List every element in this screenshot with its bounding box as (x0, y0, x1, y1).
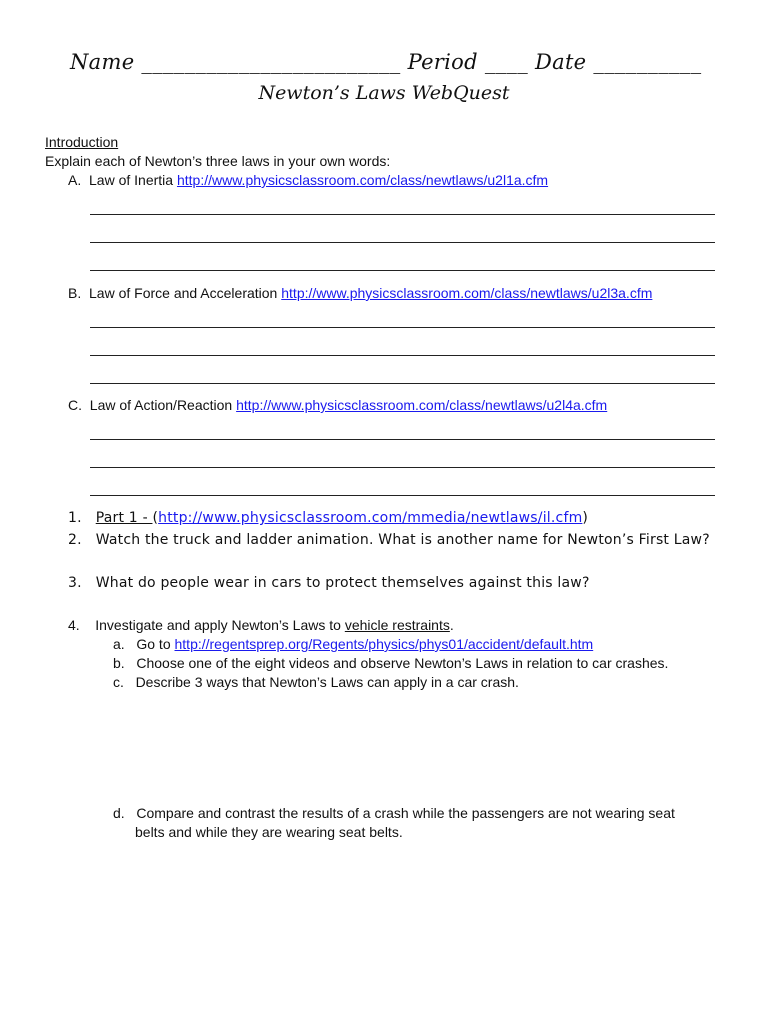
question-4a-marker: a. (113, 636, 125, 652)
question-3-marker: 3. (68, 575, 82, 591)
answer-line[interactable] (90, 495, 715, 496)
question-4b (113, 655, 668, 671)
answer-line[interactable] (90, 270, 715, 271)
answer-line[interactable] (90, 242, 715, 243)
question-4d-marker: d. (113, 805, 125, 821)
question-4d-continued: belts and while they are wearing seat belts. (135, 824, 403, 840)
part-1-link[interactable]: http://www.physicsclassroom.com/mmedia/newtlaws/il.cfm (158, 510, 583, 526)
question-4b-text: Choose one of the eight videos and observe Newton’s Laws in relation to car crashes. (136, 655, 669, 671)
question-4c (113, 674, 519, 690)
introduction-heading: Introduction (45, 134, 119, 150)
question-3 (68, 575, 590, 591)
question-4a-prefix: Go to (136, 636, 175, 652)
question-4d-line1: Compare and contrast the results of a crash while the passengers are not wearing seat (136, 805, 675, 821)
question-4 (68, 617, 454, 633)
question-4a (113, 636, 593, 652)
law-c-label: Law of Action/Reaction (89, 397, 233, 413)
answer-line[interactable] (90, 327, 715, 328)
answer-line[interactable] (90, 439, 715, 440)
law-a-item (68, 172, 548, 188)
name-period-date-line: Name ________________________ Period ____ Date __________ (70, 50, 702, 74)
law-b-link[interactable]: http://www.physicsclassroom.com/class/newtlaws/u2l3a.cfm (281, 285, 653, 301)
question-1-marker: 1. (68, 510, 82, 526)
answer-line[interactable] (90, 214, 715, 215)
question-2-marker: 2. (68, 532, 82, 548)
law-c-marker: C. (68, 397, 82, 413)
law-b-label: Law of Force and Acceleration (89, 285, 278, 301)
law-a-marker: A. (68, 172, 82, 188)
law-a-link[interactable]: http://www.physicsclassroom.com/class/newtlaws/u2l1a.cfm (176, 172, 549, 188)
question-4-prefix: Investigate and apply Newton’s Laws to (95, 617, 345, 633)
law-c-link[interactable]: http://www.physicsclassroom.com/class/newtlaws/u2l4a.cfm (236, 397, 608, 413)
worksheet-title: Newton’s Laws WebQuest (258, 82, 510, 104)
question-4-marker: 4. (68, 617, 80, 633)
law-b-marker: B. (68, 285, 82, 301)
part-1-label: Part 1 - (95, 510, 153, 526)
question-4d (113, 805, 675, 821)
law-a-label: Law of Inertia (89, 172, 174, 188)
answer-line[interactable] (90, 355, 715, 356)
question-2-text: Watch the truck and ladder animation. What is another name for Newton’s First Law? (95, 532, 710, 548)
question-1 (68, 510, 588, 526)
vehicle-restraints-text: vehicle restraints (344, 617, 450, 633)
answer-line[interactable] (90, 467, 715, 468)
regentsprep-link[interactable]: http://regentsprep.org/Regents/physics/phys01/accident/default.htm (174, 636, 594, 652)
paren-open: ( (152, 510, 159, 526)
answer-line[interactable] (90, 383, 715, 384)
question-4b-marker: b. (113, 655, 125, 671)
law-c-item (68, 397, 607, 413)
question-4c-text: Describe 3 ways that Newton’s Laws can apply in a car crash. (135, 674, 519, 690)
question-4c-marker: c. (113, 674, 124, 690)
question-4-suffix: . (449, 617, 454, 633)
law-b-item (68, 285, 652, 301)
paren-close: ) (582, 510, 589, 526)
question-2 (68, 532, 710, 548)
introduction-instruction: Explain each of Newton’s three laws in your own words: (45, 153, 391, 169)
question-3-text: What do people wear in cars to protect themselves against this law? (95, 575, 590, 591)
